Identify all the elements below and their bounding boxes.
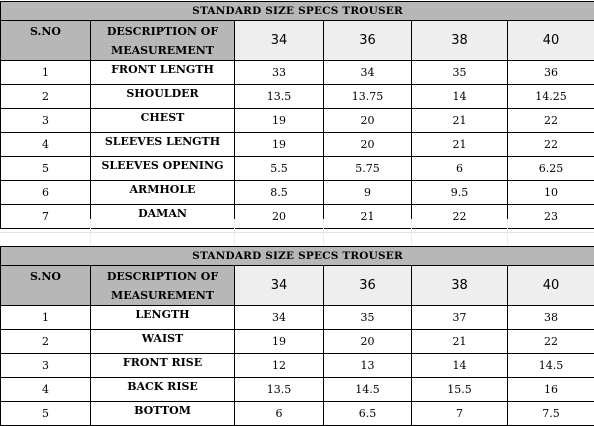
description-header[interactable] [91, 266, 235, 306]
empty-gridline [507, 219, 508, 245]
size-header[interactable]: 34 [235, 21, 324, 61]
description-header-line-2: MEASUREMENT [91, 286, 234, 305]
value-cell[interactable]: 14.5 [324, 378, 412, 402]
value-cell[interactable]: 21 [324, 205, 412, 229]
size-header[interactable]: 36 [324, 266, 412, 306]
table-row [1, 61, 594, 85]
value-cell[interactable]: 8.5 [235, 181, 324, 205]
sno-cell[interactable]: 3 [1, 354, 91, 378]
sno-cell[interactable]: 5 [1, 157, 91, 181]
empty-gridline [90, 219, 91, 245]
value-cell[interactable]: 19 [235, 133, 324, 157]
sno-cell[interactable]: 4 [1, 378, 91, 402]
description-header-line-1: DESCRIPTION OF [91, 267, 234, 286]
description-cell[interactable]: SHOULDER [91, 85, 235, 109]
value-cell[interactable]: 35 [324, 306, 412, 330]
value-cell[interactable]: 13.5 [235, 378, 324, 402]
value-cell[interactable]: 14.5 [508, 354, 594, 378]
description-cell[interactable]: BOTTOM [91, 402, 235, 426]
size-spec-table-2 [0, 246, 594, 426]
sno-cell[interactable]: 3 [1, 109, 91, 133]
value-cell[interactable]: 37 [412, 306, 508, 330]
size-header[interactable]: 40 [508, 21, 594, 61]
description-header[interactable] [91, 21, 235, 61]
sno-cell[interactable]: 7 [1, 205, 91, 229]
value-cell[interactable]: 22 [508, 330, 594, 354]
description-cell[interactable]: BACK RISE [91, 378, 235, 402]
description-cell[interactable]: ARMHOLE [91, 181, 235, 205]
description-cell[interactable]: SLEEVES OPENING [91, 157, 235, 181]
description-header-line-2: MEASUREMENT [91, 41, 234, 60]
value-cell[interactable]: 14.25 [508, 85, 594, 109]
value-cell[interactable]: 10 [508, 181, 594, 205]
description-cell[interactable]: SLEEVES LENGTH [91, 133, 235, 157]
value-cell[interactable]: 6.25 [508, 157, 594, 181]
value-cell[interactable]: 16 [508, 378, 594, 402]
table-row [1, 402, 594, 426]
table-row [1, 181, 594, 205]
value-cell[interactable]: 36 [508, 61, 594, 85]
table-title-row [1, 2, 594, 21]
value-cell[interactable]: 20 [235, 205, 324, 229]
value-cell[interactable]: 33 [235, 61, 324, 85]
value-cell[interactable]: 38 [508, 306, 594, 330]
sno-header[interactable]: S.NO [1, 21, 91, 61]
description-cell[interactable]: FRONT RISE [91, 354, 235, 378]
value-cell[interactable]: 21 [412, 330, 508, 354]
sno-cell[interactable]: 4 [1, 133, 91, 157]
table-row [1, 109, 594, 133]
value-cell[interactable]: 6 [235, 402, 324, 426]
table-header-row [1, 266, 594, 306]
value-cell[interactable]: 20 [324, 133, 412, 157]
table-title-row [1, 247, 594, 266]
size-header[interactable]: 38 [412, 266, 508, 306]
sno-cell[interactable]: 1 [1, 306, 91, 330]
value-cell[interactable]: 13.75 [324, 85, 412, 109]
table-row [1, 378, 594, 402]
value-cell[interactable]: 6 [412, 157, 508, 181]
sno-header[interactable]: S.NO [1, 266, 91, 306]
sno-cell[interactable]: 2 [1, 85, 91, 109]
table-header-row [1, 21, 594, 61]
value-cell[interactable]: 35 [412, 61, 508, 85]
size-header[interactable]: 40 [508, 266, 594, 306]
size-header[interactable]: 36 [324, 21, 412, 61]
value-cell[interactable]: 23 [508, 205, 594, 229]
table-row [1, 133, 594, 157]
value-cell[interactable]: 22 [508, 133, 594, 157]
value-cell[interactable]: 5.75 [324, 157, 412, 181]
value-cell[interactable]: 19 [235, 330, 324, 354]
empty-gridline [234, 219, 235, 245]
value-cell[interactable]: 9 [324, 181, 412, 205]
description-cell[interactable]: DAMAN [91, 205, 235, 229]
table-row [1, 330, 594, 354]
description-cell[interactable]: LENGTH [91, 306, 235, 330]
description-cell[interactable]: CHEST [91, 109, 235, 133]
value-cell[interactable]: 34 [324, 61, 412, 85]
value-cell[interactable]: 15.5 [412, 378, 508, 402]
value-cell[interactable]: 20 [324, 330, 412, 354]
description-cell[interactable]: WAIST [91, 330, 235, 354]
size-header[interactable]: 38 [412, 21, 508, 61]
value-cell[interactable]: 7 [412, 402, 508, 426]
value-cell[interactable]: 34 [235, 306, 324, 330]
description-cell[interactable]: FRONT LENGTH [91, 61, 235, 85]
value-cell[interactable]: 5.5 [235, 157, 324, 181]
value-cell[interactable]: 12 [235, 354, 324, 378]
value-cell[interactable]: 21 [412, 109, 508, 133]
value-cell[interactable]: 14 [412, 354, 508, 378]
sno-cell[interactable]: 1 [1, 61, 91, 85]
size-header[interactable]: 34 [235, 266, 324, 306]
value-cell[interactable]: 9.5 [412, 181, 508, 205]
table-title[interactable]: STANDARD SIZE SPECS TROUSER [1, 247, 594, 266]
empty-gridline [323, 219, 324, 245]
sno-cell[interactable]: 5 [1, 402, 91, 426]
value-cell[interactable]: 14 [412, 85, 508, 109]
value-cell[interactable]: 20 [324, 109, 412, 133]
value-cell[interactable]: 13 [324, 354, 412, 378]
value-cell[interactable]: 13.5 [235, 85, 324, 109]
sno-cell[interactable]: 2 [1, 330, 91, 354]
table-row [1, 306, 594, 330]
table-row [1, 85, 594, 109]
table-row [1, 157, 594, 181]
value-cell[interactable]: 22 [412, 205, 508, 229]
value-cell[interactable]: 19 [235, 109, 324, 133]
empty-gridline [411, 219, 412, 245]
value-cell[interactable]: 22 [508, 109, 594, 133]
table-title[interactable]: STANDARD SIZE SPECS TROUSER [1, 2, 594, 21]
size-spec-table-1 [0, 1, 594, 229]
sno-cell[interactable]: 6 [1, 181, 91, 205]
value-cell[interactable]: 6.5 [324, 402, 412, 426]
value-cell[interactable]: 7.5 [508, 402, 594, 426]
table-row [1, 354, 594, 378]
value-cell[interactable]: 21 [412, 133, 508, 157]
description-header-line-1: DESCRIPTION OF [91, 22, 234, 41]
